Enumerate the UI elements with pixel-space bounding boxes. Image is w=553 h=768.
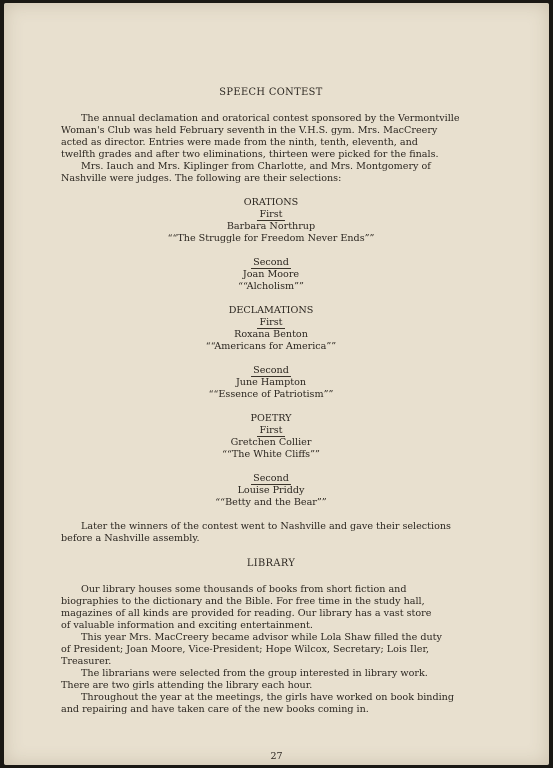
library-paragraph [61,632,481,668]
library-line: The librarians were selected from the group interested in library work. [81,668,428,679]
winners-list [61,197,481,509]
place-label: First [259,317,283,328]
entry [61,365,481,401]
place-label: Second [253,257,289,268]
closing-line: Later the winners of the contest went to Nashville and gave their selections [81,521,451,532]
library-line: This year Mrs. MacCreery became advisor while Lola Shaw filled the duty [81,632,442,643]
entry [61,209,481,245]
speech-title: ““Essence of Patriotism”” [208,389,334,400]
speech-title: ““Alcholism”” [238,281,304,292]
library-line: Throughout the year at the meetings, the girls have worked on book binding [81,692,454,703]
place-label: First [259,425,283,436]
library-line: magazines of all kinds are provided for reading. Our library has a vast store [61,608,432,619]
place-label: First [259,209,283,220]
speech-title: ““The Struggle for Freedom Never Ends”” [167,233,375,244]
category-poetry [61,413,481,509]
intro-line: Mrs. Iauch and Mrs. Kiplinger from Charlotte, and Mrs. Montgomery of [81,161,431,172]
category-title: ORATIONS [243,197,299,208]
page-content [61,87,481,716]
intro-line: The annual declamation and oratorical contest sponsored by the Vermontville [81,113,460,124]
winner-name: Joan Moore [242,269,300,280]
entry [61,473,481,509]
place-label: Second [253,365,289,376]
library-heading: LIBRARY [246,558,296,569]
entry [61,317,481,353]
library-line: Treasurer. [61,656,112,667]
speech-contest-intro [61,113,481,185]
winner-name: Louise Priddy [237,485,305,496]
library-line: Our library houses some thousands of books from short fiction and [81,584,407,595]
entry [61,257,481,293]
intro-line: twelfth grades and after two eliminations, thirteen were picked for the finals. [61,149,439,160]
speech-contest-closing [61,521,481,545]
page-number: 27 [270,751,283,762]
winner-name: Barbara Northrup [226,221,316,232]
category-title: DECLAMATIONS [228,305,314,316]
place-label: Second [253,473,289,484]
intro-line: Nashville were judges. The following are their selections: [61,173,342,184]
speech-title: ““Americans for America”” [205,341,337,352]
library-line: and repairing and have taken care of the new books coming in. [61,704,369,715]
intro-line: acted as director. Entries were made from the ninth, tenth, eleventh, and [61,137,418,148]
winner-name: Gretchen Collier [230,437,312,448]
library-paragraph [61,668,481,692]
library-paragraph [61,584,481,632]
winner-name: Roxana Benton [234,329,308,340]
speech-title: ““The White Cliffs”” [222,449,320,460]
closing-line: before a Nashville assembly. [61,533,200,544]
category-orations [61,197,481,293]
library-line: biographies to the dictionary and the Bible. For free time in the study hall, [61,596,425,607]
speech-title: ““Betty and the Bear”” [215,497,327,508]
library-line: There are two girls attending the library each hour. [61,680,313,691]
winner-name: June Hampton [235,377,307,388]
document-page [4,3,549,765]
category-title: POETRY [250,413,292,424]
category-declamations [61,305,481,401]
intro-line: Woman's Club was held February seventh in the V.H.S. gym. Mrs. MacCreery [61,125,438,136]
speech-contest-heading: SPEECH CONTEST [219,87,323,98]
library-paragraph [61,692,481,716]
library-line: of President; Joan Moore, Vice-President; Hope Wilcox, Secretary; Lois Iler, [61,644,430,655]
entry [61,425,481,461]
library-line: of valuable information and exciting entertainment. [61,620,313,631]
